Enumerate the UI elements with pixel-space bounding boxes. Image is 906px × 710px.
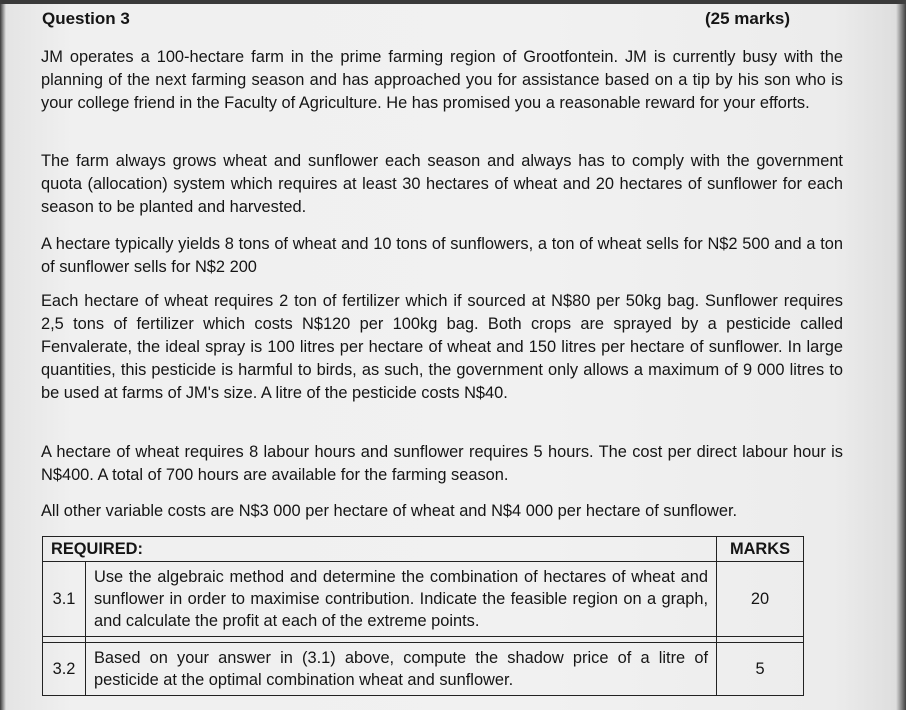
required-header: REQUIRED: (43, 537, 717, 562)
page-left-shadow (0, 0, 6, 710)
paragraph-fertilizer-pesticide: Each hectare of wheat requires 2 ton of fertilizer which if sourced at N$80 per 50kg bag. Sunflower requires 2,5 tons of fertilizer which costs N$120 per 100kg bag. Both crops are sprayed by a pesticide called Fenvalerate, the ideal spray is 100 litres per hectare of wheat and 150 litres per hectare of sunflower. In large quantities, this pesticide is harmful to birds, as such, the government only allows a maximum of 9 000 litres to be used at farms of JM's size. A litre of the pesticide costs N$40. (41, 292, 843, 402)
paragraph-yields: A hectare typically yields 8 tons of wheat and 10 tons of sunflowers, a ton of wheat sells for N$2 500 and a ton of sunflower sells for N$2 200 (41, 235, 843, 276)
task-number: 3.1 (43, 562, 86, 637)
table-row (43, 643, 804, 696)
question-heading: Question 3 (42, 9, 130, 28)
task-description: Based on your answer in (3.1) above, compute the shadow price of a litre of pesticide at the optimal combination wheat and sunflower. (86, 643, 717, 696)
required-table (42, 536, 804, 696)
marks-header: MARKS (717, 537, 804, 562)
paragraph-quota: The farm always grows wheat and sunflower each season and always has to comply with the government quota (allocation) system which requires at least 30 hectares of wheat and 20 hectares of sunflower for each season to be planted and harvested. (41, 152, 843, 216)
paragraph-farm-intro: JM operates a 100-hectare farm in the prime farming region of Grootfontein. JM is currently busy with the planning of the next farming season and has approached you for assistance based on a tip by his son who is your college friend in the Faculty of Agriculture. He has promised you a reasonable reward for your efforts. (41, 48, 843, 112)
task-description: Use the algebraic method and determine the combination of hectares of wheat and sunflower in order to maximise contribution. Indicate the feasible region on a graph, and calculate the profit at each of the extreme points. (86, 562, 717, 637)
task-number: 3.2 (43, 643, 86, 696)
required-table-header (43, 537, 804, 562)
page-top-edge (0, 0, 906, 4)
paragraph-variable-costs: All other variable costs are N$3 000 per hectare of wheat and N$4 000 per hectare of sunflower. (41, 502, 738, 520)
page-right-shadow (896, 0, 906, 710)
task-marks: 20 (717, 562, 804, 637)
task-marks: 5 (717, 643, 804, 696)
table-row (43, 562, 804, 637)
paragraph-labour: A hectare of wheat requires 8 labour hours and sunflower requires 5 hours. The cost per direct labour hour is N$400. A total of 700 hours are available for the farming season. (41, 443, 843, 484)
question-marks: (25 marks) (705, 9, 791, 28)
